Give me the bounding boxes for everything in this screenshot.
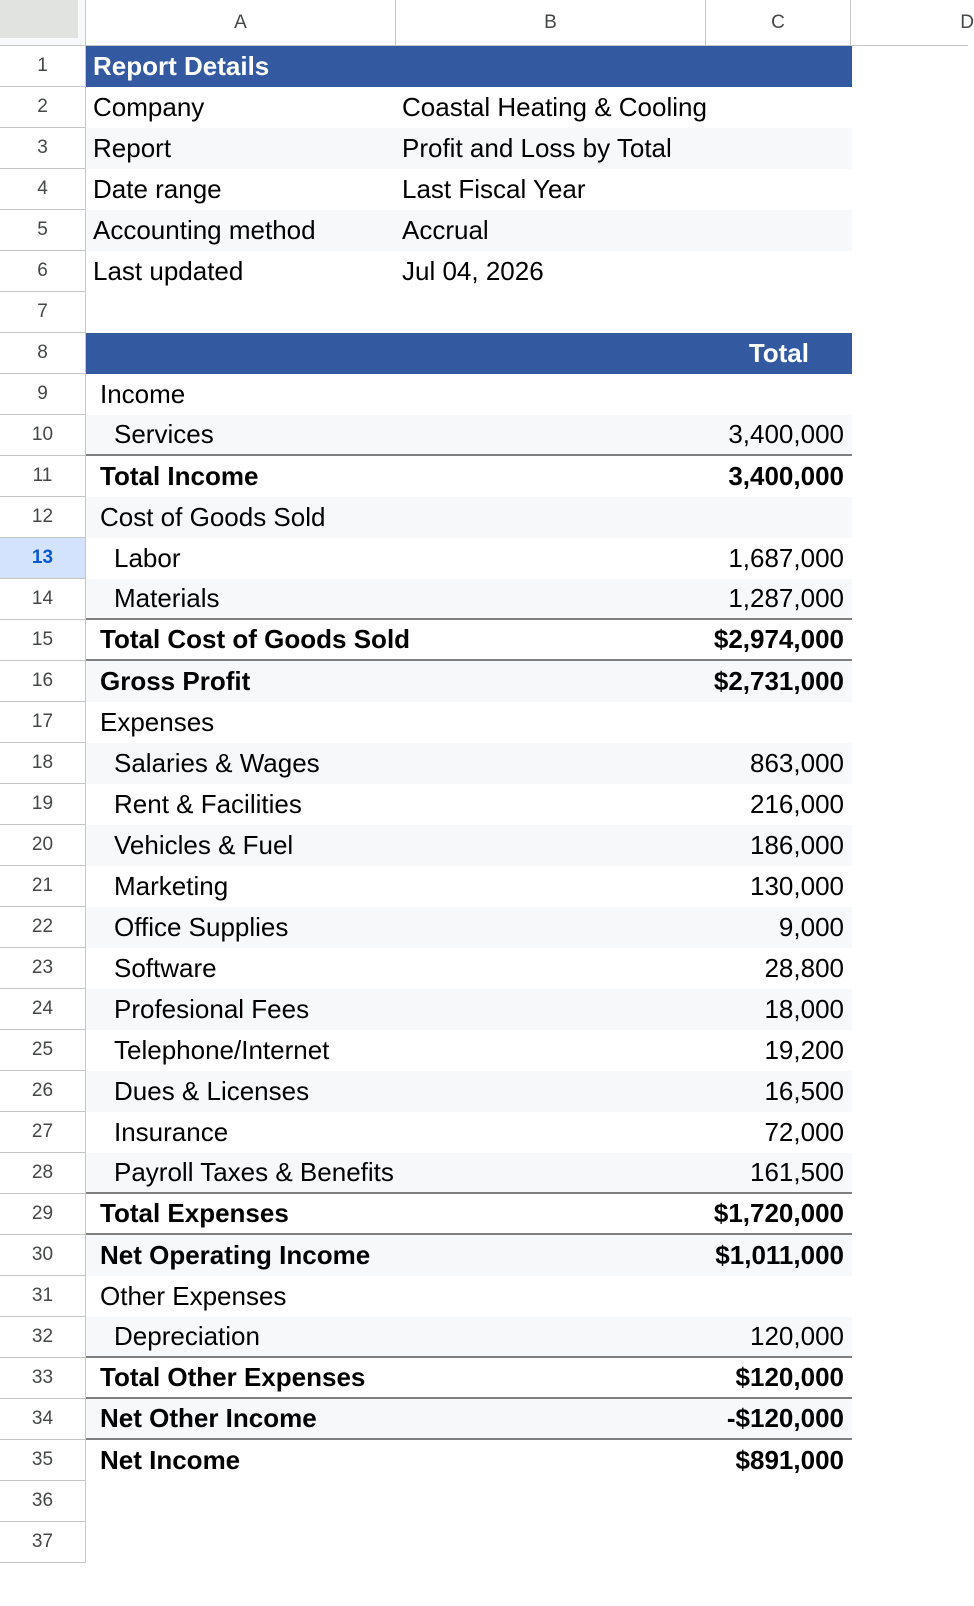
row-header-27[interactable]: 27 (0, 1112, 86, 1153)
table-row[interactable] (86, 1440, 852, 1481)
line-label: Salaries & Wages (114, 748, 320, 778)
detail-row-date-range[interactable] (86, 169, 852, 210)
line-label: Office Supplies (114, 912, 289, 942)
row-header-35[interactable]: 35 (0, 1440, 86, 1481)
table-row[interactable] (86, 1194, 852, 1235)
row-header-17[interactable]: 17 (0, 702, 86, 743)
line-label: Payroll Taxes & Benefits (114, 1157, 394, 1187)
line-value: 1,687,000 (728, 543, 844, 573)
line-value: 161,500 (750, 1157, 844, 1187)
row-header-14[interactable]: 14 (0, 579, 86, 620)
row-header-31[interactable]: 31 (0, 1276, 86, 1317)
row-header-3[interactable]: 3 (0, 128, 86, 169)
row-header-32[interactable]: 32 (0, 1317, 86, 1358)
detail-label: Report (93, 133, 172, 163)
line-label: Materials (114, 583, 220, 613)
row-header-19[interactable]: 19 (0, 784, 86, 825)
line-label: Labor (114, 543, 181, 573)
row-header-26[interactable]: 26 (0, 1071, 86, 1112)
row-header-15[interactable]: 15 (0, 620, 86, 661)
table-row[interactable] (86, 661, 852, 702)
line-value: 72,000 (764, 1117, 844, 1147)
line-label: Vehicles & Fuel (114, 830, 294, 860)
detail-value: Coastal Heating & Cooling (402, 92, 707, 122)
detail-row-accounting-method[interactable] (86, 210, 852, 251)
row-header-36[interactable]: 36 (0, 1481, 86, 1522)
table-row[interactable] (86, 497, 852, 538)
row-header-37[interactable]: 37 (0, 1522, 86, 1563)
row-header-23[interactable]: 23 (0, 948, 86, 989)
row-header-8[interactable]: 8 (0, 333, 86, 374)
total-value: 3,400,000 (728, 461, 844, 491)
table-row[interactable] (86, 374, 852, 415)
row-header-28[interactable]: 28 (0, 1153, 86, 1194)
total-label: Gross Profit (100, 666, 251, 696)
detail-value: Accrual (402, 215, 489, 245)
row-header-12[interactable]: 12 (0, 497, 86, 538)
table-row[interactable] (86, 948, 852, 989)
section-label: Expenses (100, 707, 215, 737)
report-details-header: Report Details (93, 51, 270, 81)
detail-value: Profit and Loss by Total (402, 133, 672, 163)
row-header-16[interactable]: 16 (0, 661, 86, 702)
table-row[interactable] (86, 989, 852, 1030)
total-value: $2,731,000 (713, 666, 844, 696)
total-label: Net Income (100, 1445, 241, 1475)
line-value: 186,000 (750, 830, 844, 860)
table-row[interactable] (86, 784, 852, 825)
row-header-24[interactable]: 24 (0, 989, 86, 1030)
total-value: $1,720,000 (713, 1198, 844, 1228)
table-row[interactable] (86, 1153, 852, 1194)
row-header-6[interactable]: 6 (0, 251, 86, 292)
row-header-29[interactable]: 29 (0, 1194, 86, 1235)
line-value: 120,000 (750, 1321, 844, 1351)
total-value: $120,000 (735, 1362, 844, 1392)
total-value: $1,011,000 (715, 1240, 844, 1270)
line-value: 28,800 (764, 953, 844, 983)
row-header-2[interactable]: 2 (0, 87, 86, 128)
detail-value: Jul 04, 2026 (402, 256, 544, 286)
table-row[interactable] (86, 1235, 852, 1276)
row-header-34[interactable]: 34 (0, 1399, 86, 1440)
table-row[interactable] (86, 907, 852, 948)
row-header-22[interactable]: 22 (0, 907, 86, 948)
row-header-25[interactable]: 25 (0, 1030, 86, 1071)
table-row[interactable] (86, 743, 852, 784)
row-header-11[interactable]: 11 (0, 456, 86, 497)
detail-value: Last Fiscal Year (402, 174, 586, 204)
total-value: $2,974,000 (713, 624, 844, 654)
row-header-33[interactable]: 33 (0, 1358, 86, 1399)
line-value: 130,000 (750, 871, 844, 901)
column-header-a[interactable]: A (86, 0, 396, 46)
detail-row-report[interactable] (86, 128, 852, 169)
row-header-18[interactable]: 18 (0, 743, 86, 784)
table-row[interactable] (86, 825, 852, 866)
line-value: 3,400,000 (728, 419, 844, 449)
total-column-header: Total (748, 338, 809, 368)
total-value: -$120,000 (726, 1403, 844, 1433)
detail-label: Accounting method (93, 215, 316, 245)
total-label: Total Other Expenses (100, 1362, 366, 1392)
line-value: 863,000 (750, 748, 844, 778)
table-row[interactable] (86, 1358, 852, 1399)
detail-row-company[interactable] (86, 87, 852, 128)
line-value: 16,500 (764, 1076, 844, 1106)
detail-label: Last updated (93, 256, 244, 286)
column-header-b[interactable]: B (396, 0, 706, 46)
line-label: Software (114, 953, 217, 983)
table-row[interactable] (86, 1112, 852, 1153)
table-row[interactable] (86, 579, 852, 620)
line-label: Dues & Licenses (114, 1076, 310, 1106)
table-row[interactable] (86, 1317, 852, 1358)
select-all-corner[interactable] (0, 0, 86, 46)
row-header-1[interactable]: 1 (0, 46, 86, 87)
table-row[interactable] (86, 1399, 852, 1440)
report-details-header-row[interactable] (86, 46, 852, 87)
row-header-9[interactable]: 9 (0, 374, 86, 415)
total-label: Net Other Income (100, 1403, 317, 1433)
column-header-d[interactable] (851, 0, 974, 46)
row-header-20[interactable]: 20 (0, 825, 86, 866)
detail-label: Company (93, 92, 205, 122)
row-header-30[interactable]: 30 (0, 1235, 86, 1276)
line-value: 19,200 (764, 1035, 844, 1065)
line-label: Services (114, 419, 214, 449)
row-header-7[interactable]: 7 (0, 292, 86, 333)
line-value: 18,000 (764, 994, 844, 1024)
table-row[interactable] (86, 415, 852, 456)
line-value: 9,000 (778, 912, 844, 942)
column-header-d-label: D (960, 11, 974, 33)
line-label: Profesional Fees (114, 994, 310, 1024)
table-row[interactable] (86, 702, 852, 743)
row-header-13[interactable]: 13 (0, 538, 86, 579)
row-header-10[interactable]: 10 (0, 415, 86, 456)
line-label: Marketing (114, 871, 229, 901)
row-header-4[interactable]: 4 (0, 169, 86, 210)
line-value: 1,287,000 (728, 583, 844, 613)
line-label: Insurance (114, 1117, 229, 1147)
total-label: Total Income (100, 461, 259, 491)
table-row[interactable] (86, 456, 852, 497)
select-all-corner-fill (0, 0, 78, 38)
line-label: Depreciation (114, 1321, 260, 1351)
section-label: Income (100, 379, 186, 409)
table-row[interactable] (86, 1030, 852, 1071)
detail-label: Date range (93, 174, 222, 204)
line-label: Rent & Facilities (114, 789, 302, 819)
column-header-c[interactable]: C (706, 0, 851, 46)
section-label: Cost of Goods Sold (100, 502, 326, 532)
table-row[interactable] (86, 1276, 852, 1317)
table-row[interactable] (86, 1071, 852, 1112)
total-header-row[interactable] (86, 333, 852, 374)
total-label: Net Operating Income (100, 1240, 371, 1270)
total-label: Total Cost of Goods Sold (100, 624, 411, 654)
table-row[interactable] (86, 620, 852, 661)
detail-row-last-updated[interactable] (86, 251, 852, 292)
line-label: Telephone/Internet (114, 1035, 330, 1065)
section-label: Other Expenses (100, 1281, 287, 1311)
table-row[interactable] (86, 538, 852, 579)
line-value: 216,000 (750, 789, 844, 819)
table-row[interactable] (86, 866, 852, 907)
row-header-5[interactable]: 5 (0, 210, 86, 251)
total-label: Total Expenses (100, 1198, 289, 1228)
row-header-21[interactable]: 21 (0, 866, 86, 907)
total-value: $891,000 (735, 1445, 844, 1475)
